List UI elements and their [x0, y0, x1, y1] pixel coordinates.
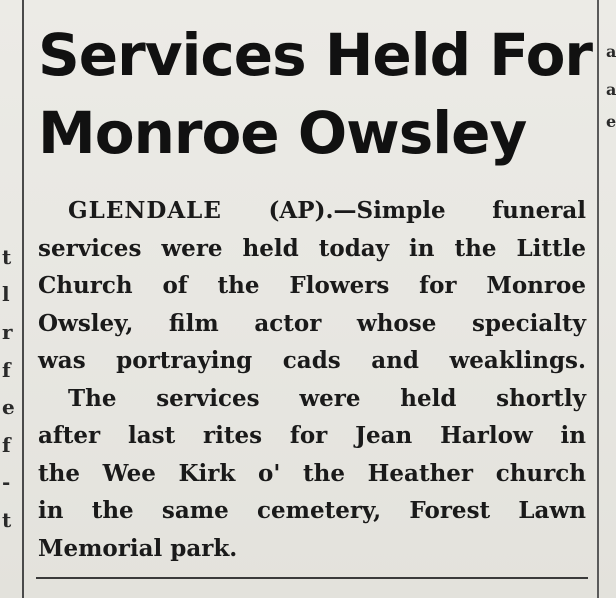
- edge-char: a: [606, 80, 616, 99]
- article-line: Owsley, film actor whose specialty: [38, 309, 586, 337]
- edge-char: l: [2, 282, 10, 306]
- dateline: GLENDALE: [68, 197, 222, 224]
- left-column-rule: [22, 0, 24, 598]
- headline: [38, 16, 594, 172]
- edge-char: -: [2, 470, 11, 494]
- edge-char: e: [2, 395, 15, 419]
- bottom-rule: [36, 577, 588, 579]
- article-line: the Wee Kirk o' the Heather church: [38, 459, 586, 487]
- edge-char: f: [2, 433, 11, 457]
- edge-char: f: [2, 358, 11, 382]
- edge-char: t: [2, 508, 12, 532]
- article-line: The services were held shortly: [68, 384, 586, 412]
- right-column-rule: [597, 0, 599, 598]
- article-line: Church of the Flowers for Monroe: [38, 272, 586, 299]
- edge-char: r: [2, 320, 13, 344]
- article-line: Memorial park.: [38, 534, 238, 562]
- right-neighbor-column-fragment: [604, 0, 616, 598]
- article-line: [38, 192, 586, 230]
- edge-char: a: [606, 42, 616, 61]
- dateline-agency: (AP).—Simple funeral: [268, 197, 586, 224]
- left-neighbor-column-fragment: [0, 0, 18, 598]
- article-line: after last rites for Jean Harlow in: [38, 422, 586, 449]
- edge-char: e: [606, 112, 616, 131]
- article-line: services were held today in the Little: [38, 234, 586, 262]
- article-line: was portraying cads and weaklings.: [38, 347, 586, 374]
- edge-char: t: [2, 245, 12, 269]
- headline-line-2: Monroe Owsley: [38, 99, 527, 167]
- article-line: in the same cemetery, Forest Lawn: [38, 497, 586, 524]
- headline-line-1: Services Held For: [38, 21, 593, 89]
- article-body: [38, 192, 586, 567]
